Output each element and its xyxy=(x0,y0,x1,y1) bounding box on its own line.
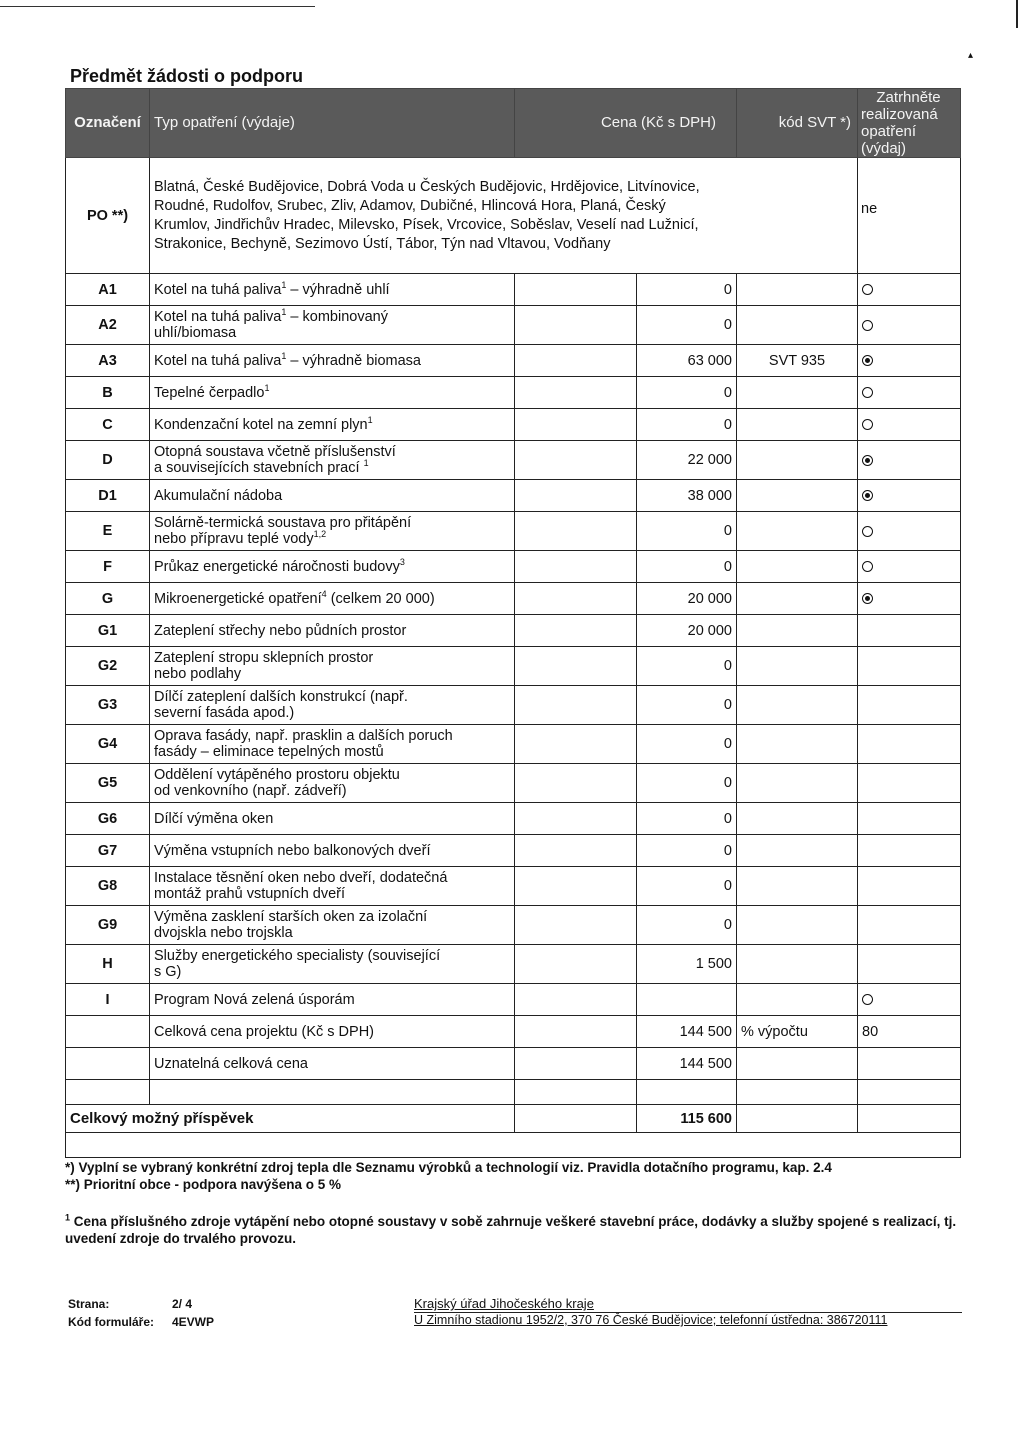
measure-description xyxy=(150,377,515,409)
radio-empty-icon[interactable] xyxy=(862,561,873,572)
contribution-label: Celkový možný příspěvek xyxy=(66,1105,515,1133)
row-code: G4 xyxy=(66,725,150,764)
measure-row xyxy=(66,345,961,377)
percent-label: % výpočtu xyxy=(737,1016,858,1048)
radio-empty-icon[interactable] xyxy=(862,320,873,331)
description-line xyxy=(154,488,510,504)
page-value: 2/ 4 xyxy=(172,1297,193,1311)
row-code: B xyxy=(66,377,150,409)
description-text: Výměna zasklení starších oken za izolační xyxy=(154,909,428,925)
footnote-marker: 1 xyxy=(264,382,270,393)
measure-row xyxy=(66,409,961,441)
description-line xyxy=(154,623,510,639)
description-line xyxy=(154,556,510,575)
description-line xyxy=(154,444,510,460)
header-check-line1: Zatrhněte xyxy=(876,89,941,106)
svt-code xyxy=(737,377,858,409)
svt-code xyxy=(737,945,858,984)
description-line xyxy=(154,811,510,827)
measure-price: 0 xyxy=(637,274,737,306)
measure-row xyxy=(66,984,961,1016)
page-label: Strana: xyxy=(68,1297,110,1311)
selection-cell xyxy=(858,647,961,686)
selection-cell xyxy=(858,409,961,441)
description-text: (celkem 20 000) xyxy=(326,590,435,607)
selection-cell xyxy=(858,764,961,803)
footnote-marker: 1 xyxy=(65,1212,71,1223)
measure-price: 0 xyxy=(637,551,737,583)
contribution-row xyxy=(66,1105,961,1133)
description-line xyxy=(154,666,510,682)
measure-row xyxy=(66,686,961,725)
description-text: dvojskla nebo trojskla xyxy=(154,925,293,941)
description-line xyxy=(154,843,510,859)
svt-code xyxy=(737,306,858,345)
priority-municipalities-list xyxy=(150,158,858,274)
page-number xyxy=(68,1297,193,1311)
description-text: nebo přípravu teplé vody xyxy=(154,531,314,547)
measure-description xyxy=(150,409,515,441)
total-price-label: Celková cena projektu (Kč s DPH) xyxy=(150,1016,515,1048)
header-type: Typ opatření (výdaje) xyxy=(150,89,515,158)
footnote-svt: *) Vyplní se vybraný konkrétní zdroj tepla dle Seznamu výrobků a technologií viz. Pravidla dotačního programu, kap. 2.4 xyxy=(65,1160,832,1175)
selection-cell xyxy=(858,686,961,725)
description-line xyxy=(154,515,510,531)
measure-description xyxy=(150,803,515,835)
measure-description xyxy=(150,984,515,1016)
description-text: Tepelné čerpadlo xyxy=(154,384,265,401)
description-text: Kotel na tuhá paliva xyxy=(154,352,282,369)
measure-description xyxy=(150,686,515,725)
footnote-marker: 1 xyxy=(367,414,373,425)
measure-price: 63 000 xyxy=(637,345,737,377)
selection-cell xyxy=(858,345,961,377)
footnote-price-text: Cena příslušného zdroje vytápění nebo otopné soustavy v sobě zahrnuje veškeré stavební práce, dodávky a služby spojené s realizací, tj. uvedení zdroje do trvalého provozu. xyxy=(65,1214,957,1246)
measure-price: 0 xyxy=(637,906,737,945)
description-line xyxy=(154,870,510,886)
description-text: – výhradně uhlí xyxy=(286,281,390,298)
municipality-line: Blatná, České Budějovice, Dobrá Voda u Českých Budějovic, Hrdějovice, Litvínovice, xyxy=(154,179,700,195)
row-code: A1 xyxy=(66,274,150,306)
description-text: od venkovního (např. zádveří) xyxy=(154,783,347,799)
svt-code xyxy=(737,615,858,647)
row-code: G xyxy=(66,583,150,615)
municipality-line: Krumlov, Jindřichův Hradec, Milevsko, Písek, Vrcovice, Soběslav, Veselí nad Lužnicí, xyxy=(154,217,699,233)
description-line xyxy=(154,325,510,341)
measure-price: 0 xyxy=(637,867,737,906)
description-text: severní fasáda apod.) xyxy=(154,705,295,721)
measure-price: 22 000 xyxy=(637,441,737,480)
description-line xyxy=(154,925,510,941)
measure-row xyxy=(66,306,961,345)
radio-empty-icon[interactable] xyxy=(862,387,873,398)
form-code-label: Kód formuláře: xyxy=(68,1315,155,1329)
selection-cell xyxy=(858,306,961,345)
table-header-row xyxy=(66,89,961,158)
measure-row xyxy=(66,441,961,480)
measure-description xyxy=(150,480,515,512)
description-text: s G) xyxy=(154,964,182,980)
description-line xyxy=(154,964,510,980)
office-address: U Zimního stadionu 1952/2, 370 76 České Budějovice; telefonní ústředna: 386720111 xyxy=(414,1313,888,1327)
description-text: Mikroenergetické opatření xyxy=(154,590,322,607)
svt-code xyxy=(737,906,858,945)
measure-price: 0 xyxy=(637,835,737,867)
row-code: E xyxy=(66,512,150,551)
selection-cell xyxy=(858,835,961,867)
measure-description xyxy=(150,583,515,615)
measure-description xyxy=(150,764,515,803)
scan-mark xyxy=(1016,0,1018,28)
contribution-value: 115 600 xyxy=(637,1105,737,1133)
description-line xyxy=(154,531,510,547)
svt-code xyxy=(737,551,858,583)
selection-cell xyxy=(858,480,961,512)
description-line xyxy=(154,414,510,433)
measure-price: 0 xyxy=(637,803,737,835)
description-text: Kondenzační kotel na zemní plyn xyxy=(154,416,368,433)
measure-description xyxy=(150,867,515,906)
description-line xyxy=(154,886,510,902)
municipality-line: Strakonice, Bechyně, Sezimovo Ústí, Tábor, Týn nad Vltavou, Vodňany xyxy=(154,236,611,252)
description-text: Dílčí výměna oken xyxy=(154,810,274,827)
percent-value: 80 xyxy=(858,1016,961,1048)
eligible-price-value: 144 500 xyxy=(637,1048,737,1080)
description-text: Solárně-termická soustava pro přitápění xyxy=(154,515,412,531)
header-check-line3: opatření (výdaj) xyxy=(861,123,917,157)
row-code: G7 xyxy=(66,835,150,867)
measure-description xyxy=(150,274,515,306)
description-text: – kombinovaný xyxy=(286,309,388,325)
radio-empty-icon[interactable] xyxy=(862,284,873,295)
measure-description xyxy=(150,835,515,867)
measure-price: 20 000 xyxy=(637,583,737,615)
measure-price: 0 xyxy=(637,409,737,441)
description-text: Výměna vstupních nebo balkonových dveří xyxy=(154,842,431,859)
measure-price: 0 xyxy=(637,512,737,551)
description-text: Otopná soustava včetně příslušenství xyxy=(154,444,396,460)
description-line xyxy=(154,309,510,325)
svt-code xyxy=(737,647,858,686)
measure-row xyxy=(66,512,961,551)
measure-price: 0 xyxy=(637,377,737,409)
bottom-spacer-row xyxy=(66,1133,961,1158)
description-text: fasády – eliminace tepelných mostů xyxy=(154,744,384,760)
svt-code xyxy=(737,512,858,551)
description-text: uhlí/biomasa xyxy=(154,325,237,341)
description-line xyxy=(154,460,510,476)
footnote-marker: 4 xyxy=(321,588,327,599)
row-code: G5 xyxy=(66,764,150,803)
radio-empty-icon[interactable] xyxy=(862,526,873,537)
description-line xyxy=(154,992,510,1008)
row-code: H xyxy=(66,945,150,984)
description-text: Dílčí zateplení dalších konstrukcí (např. xyxy=(154,689,408,705)
description-text: Akumulační nádoba xyxy=(154,487,283,504)
description-text: Kotel na tuhá paliva xyxy=(154,281,282,298)
description-text: Kotel na tuhá paliva xyxy=(154,309,282,325)
description-line xyxy=(154,909,510,925)
measure-description xyxy=(150,945,515,984)
row-code: D xyxy=(66,441,150,480)
description-text: Průkaz energetické náročnosti budovy xyxy=(154,558,400,575)
svt-code xyxy=(737,984,858,1016)
svt-code xyxy=(737,764,858,803)
description-line xyxy=(154,588,510,607)
description-line xyxy=(154,767,510,783)
measure-row xyxy=(66,803,961,835)
description-line xyxy=(154,728,510,744)
description-line xyxy=(154,350,510,369)
measure-row xyxy=(66,906,961,945)
measure-price: 38 000 xyxy=(637,480,737,512)
measure-row xyxy=(66,835,961,867)
measure-description xyxy=(150,512,515,551)
measure-row xyxy=(66,764,961,803)
measure-row xyxy=(66,647,961,686)
radio-checked-icon[interactable] xyxy=(862,490,873,501)
selection-cell xyxy=(858,551,961,583)
description-line xyxy=(154,705,510,721)
office-name: Krajský úřad Jihočeského kraje xyxy=(414,1296,594,1311)
measure-row xyxy=(66,274,961,306)
measure-row xyxy=(66,867,961,906)
selection-cell xyxy=(858,441,961,480)
selection-cell xyxy=(858,512,961,551)
description-line xyxy=(154,382,510,401)
measure-description xyxy=(150,551,515,583)
row-code: G9 xyxy=(66,906,150,945)
row-code: D1 xyxy=(66,480,150,512)
top-rule xyxy=(0,6,315,7)
footnote-marker: 1,2 xyxy=(313,529,327,540)
radio-empty-icon[interactable] xyxy=(862,994,873,1005)
measure-price: 20 000 xyxy=(637,615,737,647)
corner-mark: ▴ xyxy=(968,50,974,61)
row-code: F xyxy=(66,551,150,583)
description-text: Oprava fasády, např. prasklin a dalších poruch xyxy=(154,728,453,744)
measure-price: 0 xyxy=(637,764,737,803)
svt-code xyxy=(737,686,858,725)
row-code: G8 xyxy=(66,867,150,906)
selection-cell xyxy=(858,725,961,764)
svt-code xyxy=(737,480,858,512)
svt-code xyxy=(737,835,858,867)
selection-cell xyxy=(858,615,961,647)
description-text: Služby energetického specialisty (související xyxy=(154,948,441,964)
measure-row xyxy=(66,615,961,647)
radio-empty-icon[interactable] xyxy=(862,419,873,430)
measure-row xyxy=(66,377,961,409)
row-code: A3 xyxy=(66,345,150,377)
description-text: Instalace těsnění oken nebo dveří, dodatečná xyxy=(154,870,448,886)
description-line xyxy=(154,783,510,799)
svt-code xyxy=(737,409,858,441)
measure-description xyxy=(150,345,515,377)
measure-price: 1 500 xyxy=(637,945,737,984)
eligible-price-row xyxy=(66,1048,961,1080)
row-code: C xyxy=(66,409,150,441)
svt-code xyxy=(737,274,858,306)
row-code: I xyxy=(66,984,150,1016)
measure-price: 0 xyxy=(637,306,737,345)
svt-code xyxy=(737,441,858,480)
description-text: montáž prahů vstupních dveří xyxy=(154,886,346,902)
description-text: Zateplení stropu sklepních prostor xyxy=(154,650,374,666)
form-code-value: 4EVWP xyxy=(172,1315,215,1329)
priority-answer: ne xyxy=(858,158,961,274)
header-svt: kód SVT *) xyxy=(737,89,858,158)
priority-municipalities-row xyxy=(66,158,961,274)
footnote-marker: 1 xyxy=(281,279,287,290)
subsidy-table xyxy=(65,88,961,1158)
description-text: Oddělení vytápěného prostoru objektu xyxy=(154,767,400,783)
footnote-price xyxy=(65,1213,965,1247)
svt-code xyxy=(737,725,858,764)
measure-description xyxy=(150,725,515,764)
header-check xyxy=(858,89,961,158)
description-line xyxy=(154,689,510,705)
eligible-price-label: Uznatelná celková cena xyxy=(150,1048,515,1080)
total-price-row xyxy=(66,1016,961,1048)
spacer-row xyxy=(66,1080,961,1105)
svt-code xyxy=(737,803,858,835)
selection-cell xyxy=(858,984,961,1016)
header-code: Označení xyxy=(66,89,150,158)
measure-row xyxy=(66,583,961,615)
row-code: PO **) xyxy=(66,158,150,274)
description-text: a souvisejících stavebních prací xyxy=(154,460,364,476)
total-price-value: 144 500 xyxy=(637,1016,737,1048)
row-code: G6 xyxy=(66,803,150,835)
selection-cell xyxy=(858,906,961,945)
svt-code xyxy=(737,867,858,906)
measure-row xyxy=(66,725,961,764)
description-text: – výhradně biomasa xyxy=(286,352,421,369)
description-text: nebo podlahy xyxy=(154,666,242,682)
measure-price: 0 xyxy=(637,725,737,764)
selection-cell xyxy=(858,945,961,984)
row-code: G1 xyxy=(66,615,150,647)
svt-code: SVT 935 xyxy=(737,345,858,377)
footnote-marker: 3 xyxy=(399,556,405,567)
selection-cell xyxy=(858,867,961,906)
description-line xyxy=(154,744,510,760)
selection-cell xyxy=(858,274,961,306)
description-text: Program Nová zelená úsporám xyxy=(154,991,355,1008)
selection-cell xyxy=(858,803,961,835)
description-line xyxy=(154,650,510,666)
form-code xyxy=(68,1315,215,1329)
header-price: Cena (Kč s DPH) xyxy=(515,89,737,158)
description-line xyxy=(154,279,510,298)
measure-price: 0 xyxy=(637,686,737,725)
footnote-marker: 1 xyxy=(281,350,287,361)
measure-row xyxy=(66,551,961,583)
measure-description xyxy=(150,306,515,345)
radio-checked-icon[interactable] xyxy=(862,593,873,604)
radio-checked-icon[interactable] xyxy=(862,355,873,366)
measure-row xyxy=(66,480,961,512)
footnote-marker: 1 xyxy=(363,458,369,469)
measure-price xyxy=(637,984,737,1016)
measure-price: 0 xyxy=(637,647,737,686)
measure-description xyxy=(150,647,515,686)
footnote-priority: **) Prioritní obce - podpora navýšena o 5 % xyxy=(65,1177,342,1192)
row-code: A2 xyxy=(66,306,150,345)
row-code: G3 xyxy=(66,686,150,725)
measure-description xyxy=(150,441,515,480)
header-check-line2: realizovaná xyxy=(861,106,938,123)
selection-cell xyxy=(858,583,961,615)
description-text: Zateplení střechy nebo půdních prostor xyxy=(154,622,407,639)
row-code: G2 xyxy=(66,647,150,686)
radio-checked-icon[interactable] xyxy=(862,455,873,466)
svt-code xyxy=(737,583,858,615)
description-line xyxy=(154,948,510,964)
selection-cell xyxy=(858,377,961,409)
page-title: Předmět žádosti o podporu xyxy=(70,66,304,86)
measure-description xyxy=(150,615,515,647)
municipality-line: Roudné, Rudolfov, Srubec, Zliv, Adamov, Dubičné, Hlincová Hora, Planá, Český xyxy=(154,198,666,214)
measure-row xyxy=(66,945,961,984)
footnote-marker: 1 xyxy=(281,307,287,318)
measure-description xyxy=(150,906,515,945)
